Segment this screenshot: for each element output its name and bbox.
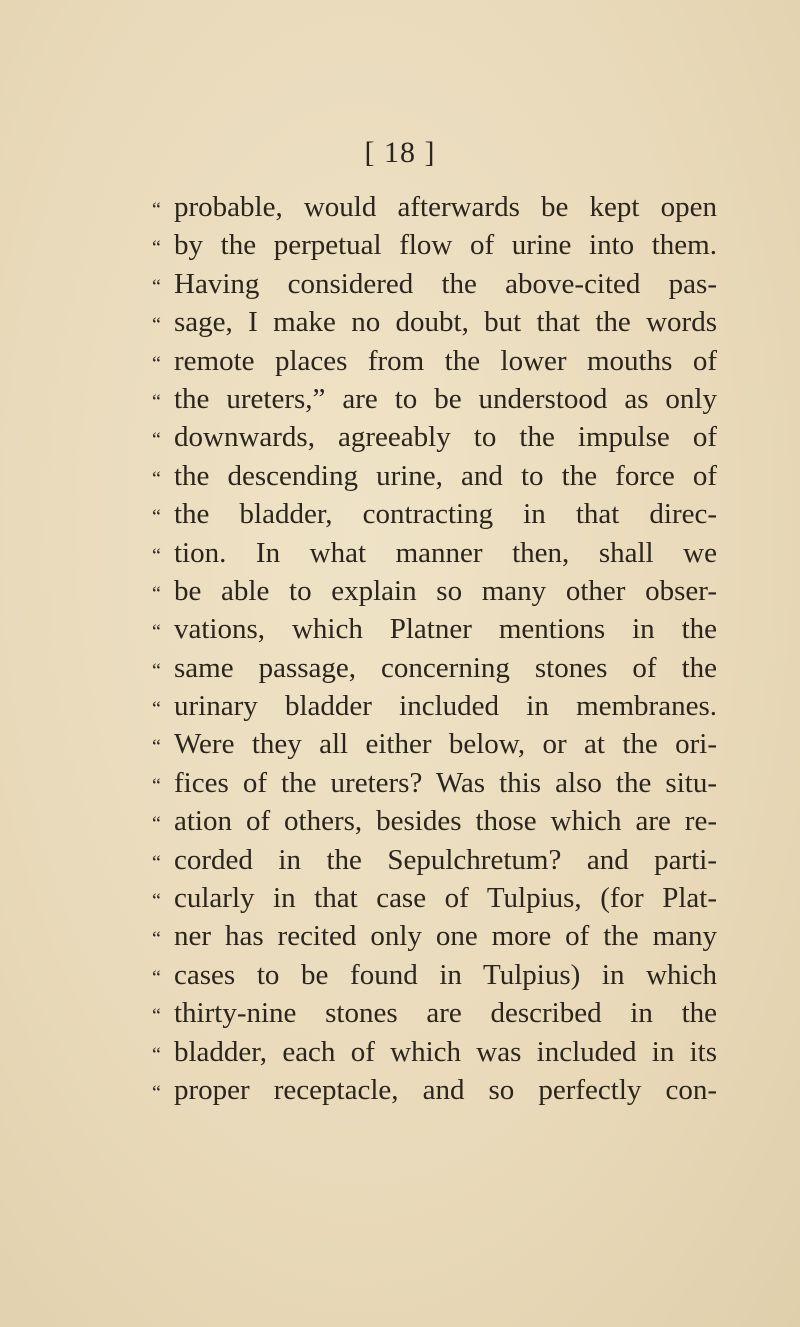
- line-text: fices of the ureters? Was this also the situ-: [174, 766, 717, 799]
- quote-mark: “: [152, 1043, 161, 1066]
- line-text: by the perpetual flow of urine into them.: [174, 229, 717, 262]
- text-line: [152, 764, 717, 802]
- line-text: the bladder, contracting in that direc-: [174, 498, 717, 531]
- quote-mark: “: [152, 621, 161, 644]
- line-text: thirty-nine stones are described in the: [174, 997, 717, 1030]
- line-text: ner has recited only one more of the many: [174, 920, 717, 953]
- quote-mark: “: [152, 966, 161, 989]
- text-line: [152, 994, 717, 1032]
- line-text: bladder, each of which was included in its: [174, 1035, 717, 1068]
- text-line: [152, 879, 717, 917]
- text-line: [152, 1071, 717, 1109]
- quote-mark: “: [152, 851, 161, 874]
- body-text: [152, 188, 717, 1109]
- quote-mark: “: [152, 582, 161, 605]
- line-text: cases to be found in Tulpius) in which: [174, 958, 717, 991]
- line-text: ation of others, besides those which are re-: [174, 805, 717, 838]
- quote-mark: “: [152, 544, 161, 567]
- quote-mark: “: [152, 1005, 161, 1028]
- quote-mark: “: [152, 275, 161, 298]
- text-line: [152, 457, 717, 495]
- text-line: [152, 342, 717, 380]
- text-line: [152, 380, 717, 418]
- line-text: proper receptacle, and so perfectly con-: [174, 1073, 717, 1106]
- text-line: [152, 725, 717, 763]
- text-line: [152, 841, 717, 879]
- quote-mark: “: [152, 506, 161, 529]
- line-text: probable, would afterwards be kept open: [174, 191, 717, 223]
- line-text: tion. In what manner then, shall we: [174, 536, 717, 569]
- text-line: [152, 265, 717, 303]
- text-line: [152, 226, 717, 264]
- text-line: [152, 572, 717, 610]
- quote-mark: “: [152, 928, 161, 951]
- page-number: [ 18 ]: [364, 136, 436, 169]
- line-text: Having considered the above-cited pas-: [174, 267, 717, 300]
- quote-mark: “: [152, 774, 161, 797]
- line-text: remote places from the lower mouths of: [174, 344, 717, 377]
- line-text: urinary bladder included in membranes.: [174, 690, 717, 723]
- text-line: [152, 956, 717, 994]
- quote-mark: “: [152, 1081, 161, 1104]
- quote-mark: “: [152, 813, 161, 836]
- text-line: [152, 917, 717, 955]
- quote-mark: “: [152, 429, 161, 452]
- line-text: the descending urine, and to the force of: [174, 459, 717, 492]
- quote-mark: “: [152, 698, 161, 721]
- quote-mark: “: [152, 890, 161, 913]
- quote-mark: “: [152, 237, 161, 260]
- text-line: [152, 303, 717, 341]
- text-line: [152, 610, 717, 648]
- line-text: downwards, agreeably to the impulse of: [174, 421, 717, 454]
- line-text: Were they all either below, or at the ori-: [174, 728, 717, 761]
- text-line: [152, 687, 717, 725]
- line-text: sage, I make no doubt, but that the words: [174, 306, 717, 339]
- text-line: [152, 1033, 717, 1071]
- text-line: [152, 534, 717, 572]
- line-text: the ureters,” are to be understood as only: [174, 382, 717, 415]
- quote-mark: “: [152, 736, 161, 759]
- quote-mark: “: [152, 467, 161, 490]
- quote-mark: “: [152, 199, 161, 221]
- line-text: same passage, concerning stones of the: [174, 651, 717, 684]
- quote-mark: “: [152, 390, 161, 413]
- quote-mark: “: [152, 352, 161, 375]
- text-line: [152, 649, 717, 687]
- text-line: [152, 418, 717, 456]
- line-text: corded in the Sepulchretum? and parti-: [174, 843, 717, 876]
- quote-mark: “: [152, 314, 161, 337]
- line-text: cularly in that case of Tulpius, (for Plat-: [174, 882, 717, 915]
- text-line: [152, 802, 717, 840]
- line-text: vations, which Platner mentions in the: [174, 613, 717, 646]
- text-line: [152, 495, 717, 533]
- line-text: be able to explain so many other obser-: [174, 574, 717, 607]
- text-line: [152, 188, 717, 226]
- quote-mark: “: [152, 659, 161, 682]
